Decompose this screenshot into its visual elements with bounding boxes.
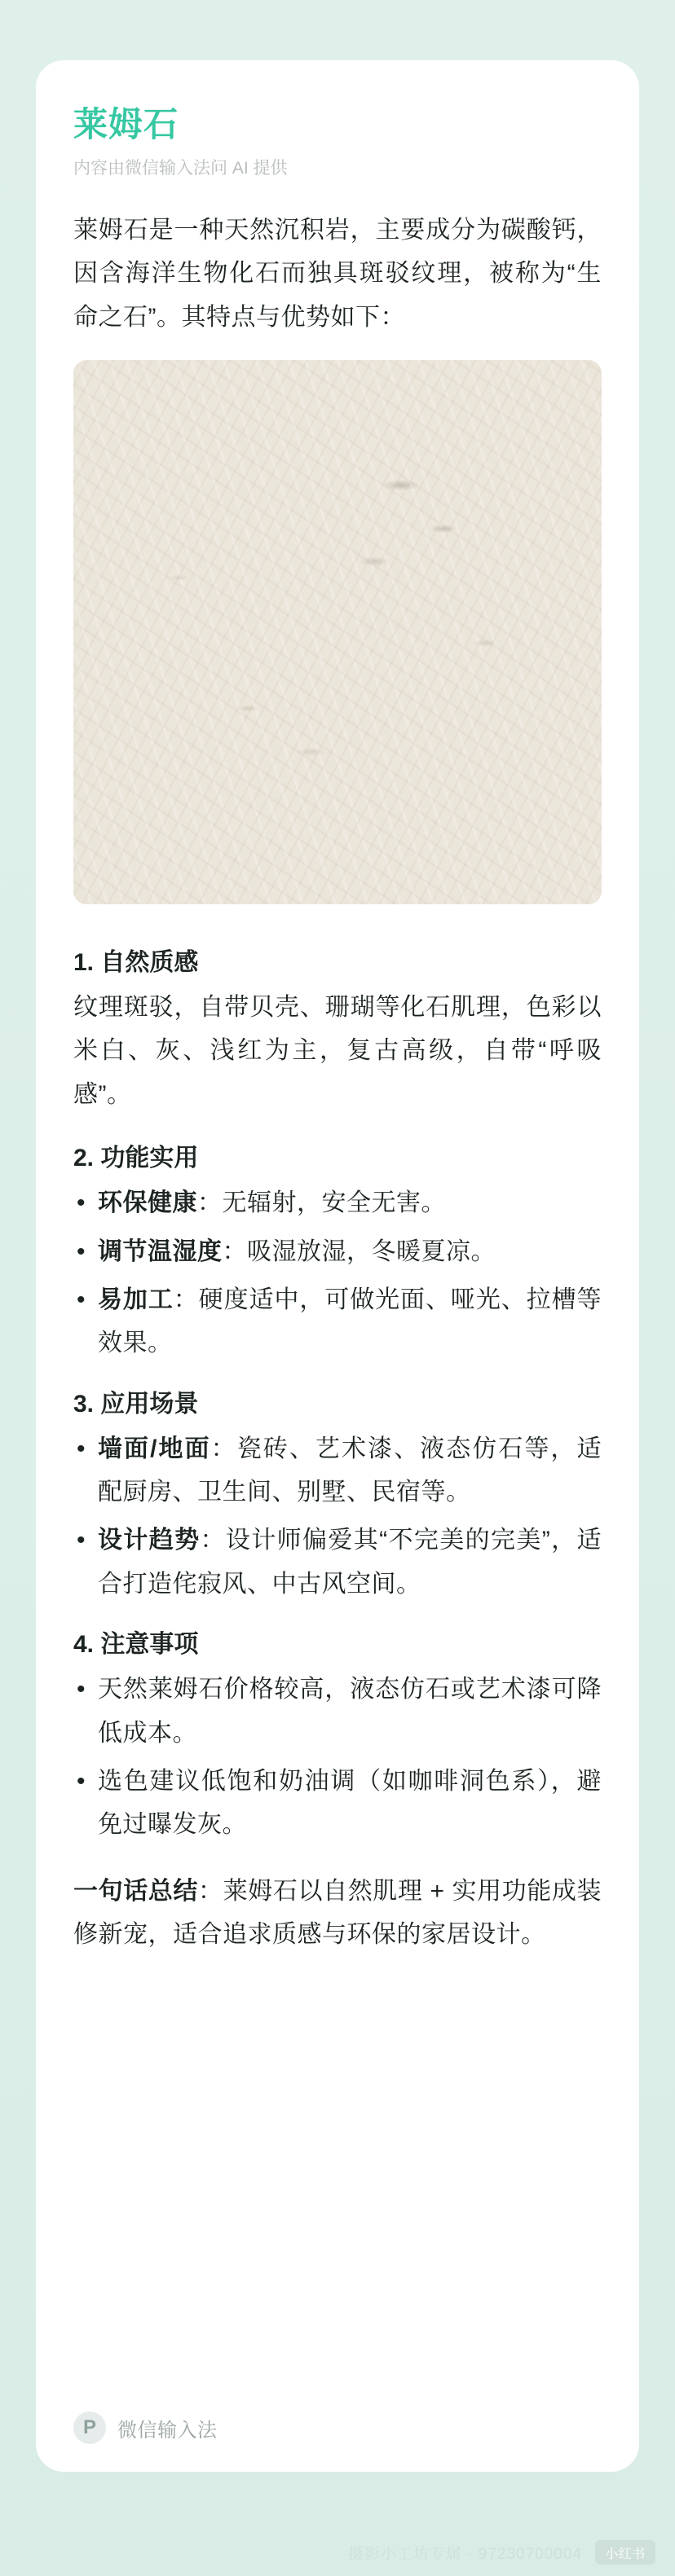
section-paragraph: 纹理斑驳，自带贝壳、珊瑚等化石肌理，色彩以米白、灰、浅红为主，复古高级，自带“呼吸感”。	[73, 993, 602, 1108]
subtitle-attribution: 内容由微信输入法问 AI 提供	[73, 159, 288, 178]
bullet-dot-icon: •	[77, 1435, 86, 1462]
list-item-label: 调节温湿度	[98, 1237, 223, 1265]
list-item-text: 天然莱姆石价格较高，液态仿石或艺术漆可降低成本。	[98, 1676, 602, 1747]
summary-label: 一句话总结	[73, 1877, 199, 1905]
ai-answer-card	[36, 60, 639, 2472]
section-heading: 1. 自然质感	[73, 948, 199, 976]
page-title: 莱姆石	[73, 105, 179, 143]
list-item-text: 选色建议低饱和奶油调（如咖啡洞色系），避免过曝发灰。	[98, 1768, 602, 1839]
section-heading: 3. 应用场景	[73, 1390, 199, 1418]
watermark-text: 摄影小工坊专属 · 97230700004	[347, 2545, 582, 2563]
summary-paragraph	[73, 1870, 602, 1957]
list-item-label: 易加工	[98, 1286, 174, 1313]
bullet-dot-icon: •	[77, 1676, 86, 1703]
watermark	[0, 2540, 675, 2565]
section-heading: 2. 功能实用	[73, 1145, 199, 1172]
card-footer	[73, 2390, 602, 2472]
list-item	[73, 1181, 602, 1224]
wechat-input-logo-icon: P	[73, 2411, 106, 2444]
list-item	[73, 1668, 602, 1755]
list-item-label: 设计趋势	[98, 1527, 201, 1554]
summary-text: ：莱姆石以自然肌理 + 实用功能成装修新宠，适合追求质感与环保的家居设计。	[73, 1877, 602, 1949]
list-item	[73, 1278, 602, 1365]
bullet-dot-icon: •	[77, 1527, 86, 1554]
list-item-text: ：硬度适中，可做光面、哑光、拉槽等效果。	[98, 1286, 602, 1357]
bullet-dot-icon: •	[77, 1237, 86, 1265]
list-item-text: ：吸湿放湿，冬暖夏凉。	[222, 1237, 496, 1265]
intro-paragraph: 莱姆石是一种天然沉积岩，主要成分为碳酸钙，因含海洋生物化石而独具斑驳纹理，被称为“生命之石”。其特点与优势如下：	[73, 216, 602, 331]
list-item-label: 墙面/地面	[98, 1435, 211, 1462]
list-item-text: ：设计师偏爱其“不完美的完美”，适合打造侘寂风、中古风空间。	[98, 1527, 602, 1598]
list-item-label: 环保健康	[98, 1189, 197, 1217]
section-heading: 4. 注意事项	[73, 1631, 199, 1659]
watermark-badge: 小红书	[595, 2540, 655, 2565]
list-item	[73, 1427, 602, 1514]
list-item	[73, 1230, 602, 1273]
limestone-texture-photo	[73, 360, 602, 904]
bullet-dot-icon: •	[77, 1189, 86, 1217]
list-item	[73, 1519, 602, 1606]
bullet-dot-icon: •	[77, 1286, 86, 1313]
list-item-text: ：瓷砖、艺术漆、液态仿石等，适配厨房、卫生间、别墅、民宿等。	[98, 1435, 602, 1506]
list-item	[73, 1760, 602, 1847]
bullet-dot-icon: •	[77, 1768, 86, 1796]
list-item-text: ：无辐射，安全无害。	[197, 1189, 446, 1217]
card-spacer	[73, 1957, 602, 2390]
footer-brand-label: 微信输入法	[117, 2419, 218, 2442]
